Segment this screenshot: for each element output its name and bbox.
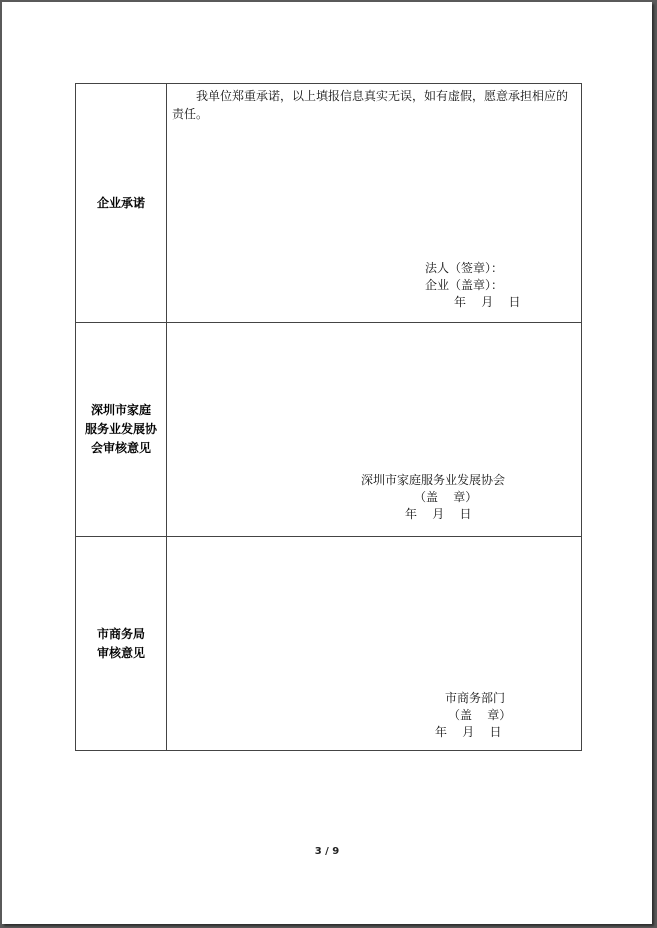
row-label-line: 市商务局	[96, 626, 145, 641]
seal-line: （盖 章）	[448, 708, 512, 722]
seal-line: （盖 章）	[414, 490, 478, 504]
row-label-line: 服务业发展协	[84, 422, 157, 436]
commerce-department-line: 市商务部门	[445, 691, 506, 705]
row-label-cell	[76, 537, 167, 751]
row-content-cell	[167, 84, 582, 323]
row-label-line: 会审核意见	[90, 441, 151, 455]
form-row-commerce-bureau-review	[76, 537, 582, 751]
date-line: 年 月 日	[435, 725, 502, 739]
page-number: 3 / 9	[314, 846, 340, 857]
form-row-enterprise-commitment	[76, 84, 582, 323]
association-name-line: 深圳市家庭服务业发展协会	[361, 473, 506, 487]
row-label-line: 深圳市家庭	[90, 403, 151, 417]
commitment-text: 我单位郑重承诺，以上填报信息真实无误，如有虚假，愿意承担相应的责任。	[172, 89, 569, 121]
row-label-line: 审核意见	[96, 645, 145, 660]
row-label-cell	[76, 323, 167, 537]
date-line: 年 月 日	[405, 507, 472, 521]
enterprise-seal-line: 企业（盖章）：	[425, 278, 504, 292]
row-content-cell	[167, 323, 582, 537]
form-row-association-review	[76, 323, 582, 537]
approval-form-table	[75, 83, 582, 751]
row-content-cell	[167, 537, 582, 751]
legal-person-signature-line: 法人（签章）：	[425, 261, 504, 275]
row-label-line: 企业承诺	[96, 195, 145, 210]
row-label-cell	[76, 84, 167, 323]
document-page	[2, 2, 652, 924]
date-line: 年 月 日	[454, 295, 521, 309]
